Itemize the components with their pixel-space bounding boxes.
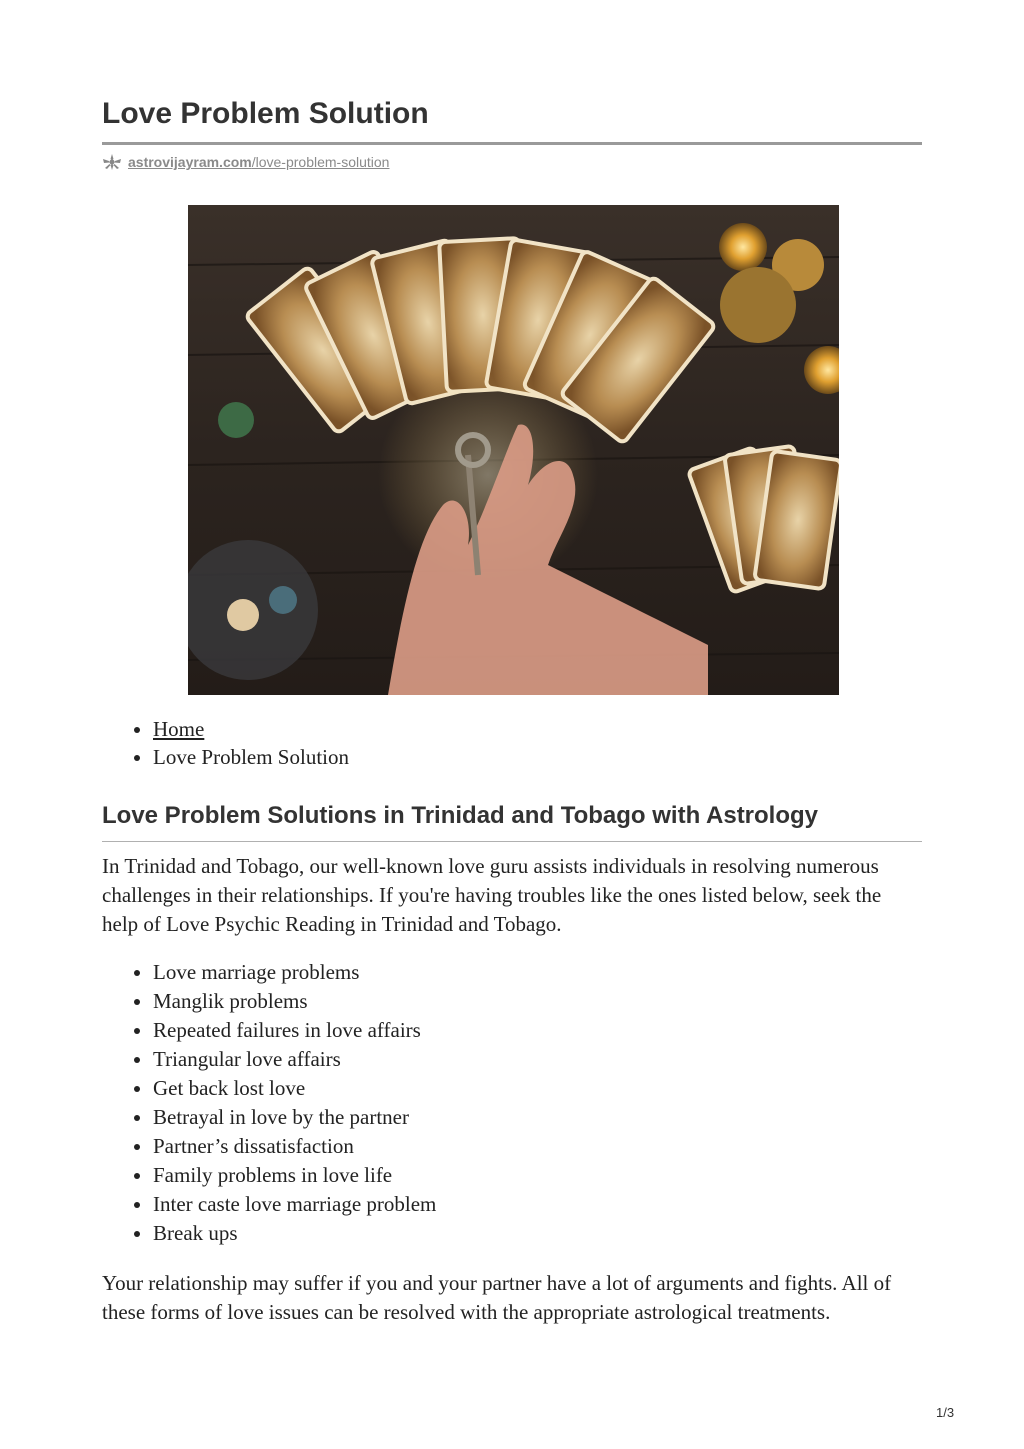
list-item: • Inter caste love marriage problem	[153, 1190, 436, 1219]
page-number: 1/3	[936, 1405, 955, 1420]
tarot-cards-hands-key-photo	[188, 205, 839, 695]
page-title: Love Problem Solution	[102, 97, 429, 130]
outro-paragraph: Your relationship may suffer if you and your partner have a lot of arguments and fights. All of these forms of love issues can be resolved with the appropriate astrological treatments.	[102, 1271, 892, 1324]
source-link-row	[102, 152, 389, 172]
breadcrumb-link-home[interactable]: Home	[153, 717, 205, 741]
list-item: • Love marriage problems	[153, 958, 436, 987]
title-divider	[102, 142, 922, 145]
list-item: • Get back lost love	[153, 1074, 436, 1103]
list-item: • Repeated failures in love affairs	[153, 1016, 436, 1045]
source-link[interactable]	[128, 154, 389, 170]
site-logo-icon	[102, 153, 122, 171]
list-item: • Family problems in love life	[153, 1161, 436, 1190]
breadcrumb-item-current: • Love Problem Solution	[153, 743, 349, 771]
intro-paragraph: In Trinidad and Tobago, our well-known love guru assists individuals in resolving numerous challenges in their relationships. If you're having troubles like the ones listed below, seek the help of Love Psychic Reading in Trinidad and Tobago.	[102, 854, 882, 936]
list-item: • Break ups	[153, 1219, 436, 1248]
source-domain: astrovijayram.com	[128, 154, 252, 170]
list-item: • Manglik problems	[153, 987, 436, 1016]
problems-list	[102, 958, 436, 1248]
breadcrumb-item-home	[153, 715, 349, 743]
section-divider	[102, 841, 922, 842]
source-path: /love-problem-solution	[251, 154, 390, 170]
breadcrumb	[102, 715, 349, 771]
section-heading: Love Problem Solutions in Trinidad and Tobago with Astrology	[102, 802, 819, 829]
list-item: • Partner’s dissatisfaction	[153, 1132, 436, 1161]
list-item: • Triangular love affairs	[153, 1045, 436, 1074]
hero-image	[188, 205, 839, 695]
list-item: • Betrayal in love by the partner	[153, 1103, 436, 1132]
